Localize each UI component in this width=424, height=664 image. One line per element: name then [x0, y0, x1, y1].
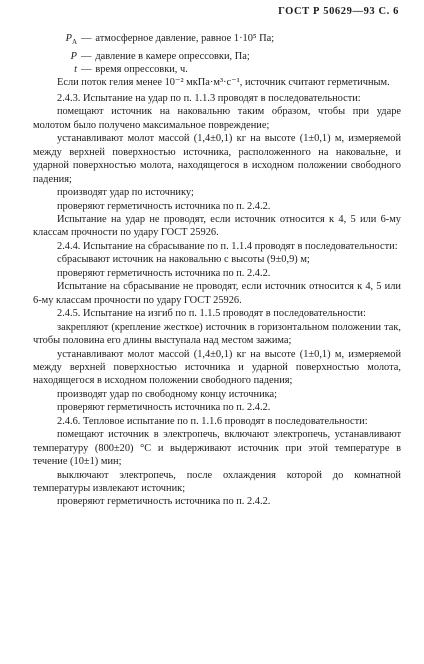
definition-pa: $P_A$ — атмосферное давление, равное 1·10⁵ Па;	[61, 32, 401, 50]
paragraph: проверяют герметичность источника по п. 2.4.2.	[57, 496, 271, 508]
section-heading-2-4-4: 2.4.4. Испытание на сбрасывание по п. 1.1.4 проводят в последовательности:	[57, 240, 398, 252]
symbol-t: t	[74, 63, 77, 75]
paragraph: помещают источник на наковальню таким образом, чтобы при ударе молотом было получено максимальное повреждение;	[33, 106, 401, 131]
paragraph: закрепляют (крепление жесткое) источник в горизонтальном положении так, чтобы половина его длины выступала над местом зажима;	[33, 321, 401, 347]
paragraph: сбрасывают источник на наковальню с высоты (9±0,9) м;	[57, 254, 310, 266]
paragraph: проверяют герметичность источника по п. 2.4.2.	[57, 402, 271, 414]
definition-text: атмосферное давление, равное 1·10⁵ Па;	[95, 33, 275, 44]
definition-p: P — давление в камере опрессовки, Па;	[61, 50, 401, 63]
paragraph: проверяют герметичность источника по п. 2.4.2.	[57, 267, 271, 279]
paragraph: выключают электропечь, после охлаждения которой до комнатной температуры извлекают источник;	[33, 469, 401, 495]
definition-text: давление в камере опрессовки, Па;	[95, 50, 250, 62]
paragraph: помещают источник в электропечь, включают электропечь, устанавливают температуру (800±20) °С и выдерживают источник при этой температуре в течение (10±1) мин;	[33, 429, 401, 468]
paragraph: проверяют герметичность источника по п. 2.4.2.	[57, 200, 271, 212]
symbol-pa: $P_A$	[65, 33, 77, 47]
section-heading-2-4-6: 2.4.6. Тепловое испытание по п. 1.1.6 проводят в последовательности:	[57, 415, 368, 427]
paragraph: производят удар по свободному концу источника;	[57, 388, 278, 400]
definition-text: время опрессовки, ч.	[95, 63, 188, 75]
paragraph: устанавливают молот массой (1,4±0,1) кг на высоте (1±0,1) м, измеряемой между верхней поверхностью источника и ударной поверхностью молота, находящегося в исходном положении свободного падения;	[33, 348, 401, 387]
symbol-p: P	[70, 50, 77, 62]
paragraph: Испытание на сбрасывание не проводят, если источник относится к 4, 5 или 6-му классам прочности по удару ГОСТ 25926.	[33, 281, 401, 306]
paragraph: устанавливают молот массой (1,4±0,1) кг на высоте (1±0,1) м, измеряемой между верхней поверхностью источника, расположенного на наковальне, и ударной поверхностью молота, находящегося в исходном положении свободного падения;	[33, 133, 401, 185]
definition-t: t — время опрессовки, ч.	[61, 63, 401, 76]
paragraph: Испытание на удар не проводят, если источник относится к 4, 5 или 6-му классам прочности по удару ГОСТ 25926.	[33, 213, 401, 239]
document-body	[33, 32, 401, 509]
formula-definitions	[33, 32, 401, 76]
paragraph: производят удар по источнику;	[57, 187, 194, 199]
section-heading-2-4-5: 2.4.5. Испытание на изгиб по п. 1.1.5 проводят в последовательности:	[57, 308, 366, 320]
page-header: ГОСТ Р 50629—93 С. 6	[278, 6, 399, 17]
paragraph: Если поток гелия менее 10⁻² мкПа·м³·с⁻¹, источник считают герметичным.	[57, 77, 390, 89]
section-heading-2-4-3: 2.4.3. Испытание на удар по п. 1.1.3 проводят в последовательности:	[57, 92, 361, 104]
